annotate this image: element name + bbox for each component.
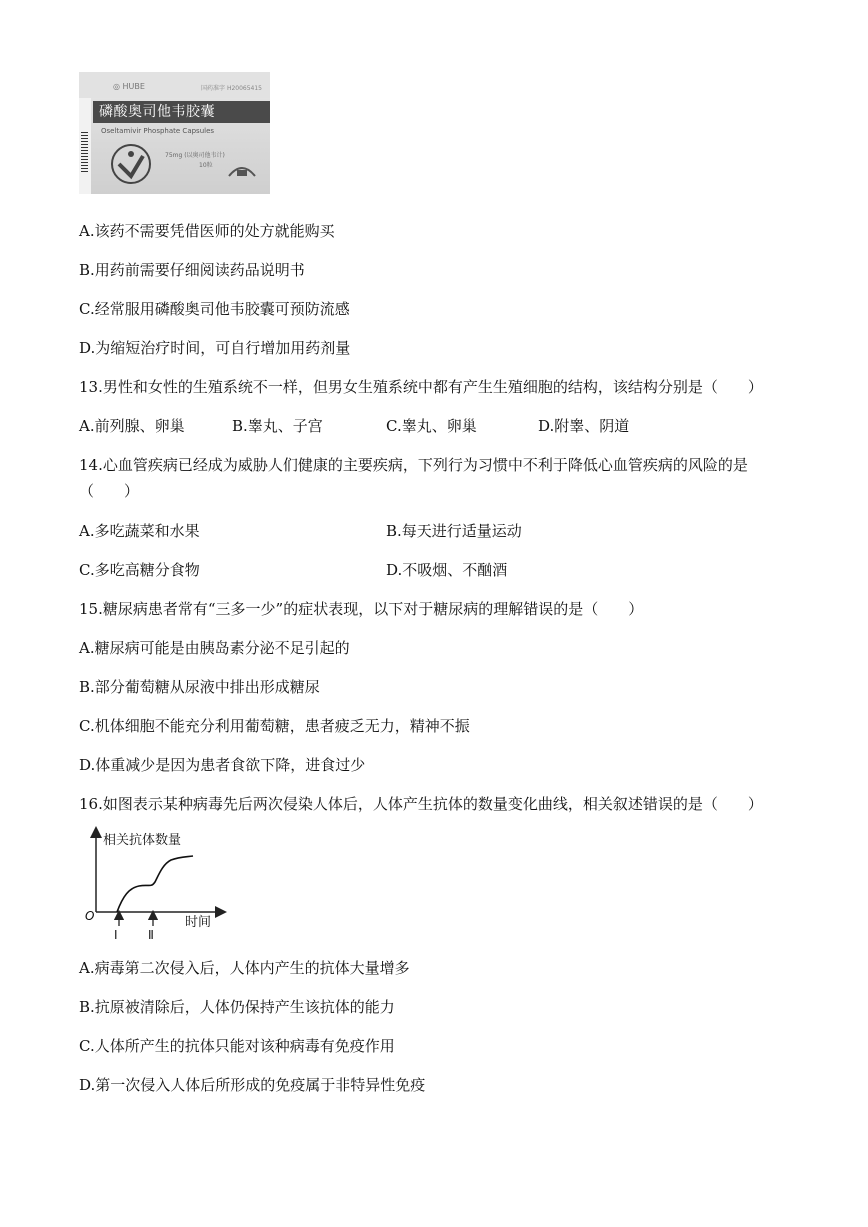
q16-option-b: B.抗原被清除后，人体仍保持产生该抗体的能力 (79, 998, 395, 1016)
antibody-curve (117, 856, 193, 912)
q16-option-d: D.第一次侵入人体后所形成的免疫属于非特异性免疫 (79, 1076, 426, 1094)
q14-option-a: A.多吃蔬菜和水果 (79, 522, 200, 540)
q15-option-b: B.部分葡萄糖从尿液中排出形成糖尿 (79, 678, 320, 696)
q12-option-b: B.用药前需要仔细阅读药品说明书 (79, 261, 305, 279)
box-english-name: Oseltamivir Phosphate Capsules (101, 127, 215, 135)
q15-option-c: C.机体细胞不能充分利用葡萄糖，患者疲乏无力，精神不振 (79, 717, 470, 735)
q12-option-d: D.为缩短治疗时间，可自行增加用药剂量 (79, 339, 351, 357)
q15-option-d: D.体重减少是因为患者食欲下降，进食过少 (79, 756, 366, 774)
q14-stem-line1: 14.心血管疾病已经成为威胁人们健康的主要疾病，下列行为习惯中不利于降低心血管疾病的风险的是 (79, 456, 748, 474)
box-brand: ◎ HUBE (113, 82, 145, 91)
q14-stem-line2: （ ） (79, 482, 140, 500)
q16-option-a: A.病毒第二次侵入后，人体内产生的抗体大量增多 (79, 959, 410, 977)
company-logo-icon (227, 158, 257, 180)
q15-stem: 15.糖尿病患者常有“三多一少”的症状表现，以下对于糖尿病的理解错误的是（ ） (79, 600, 644, 618)
q12-option-a: A.该药不需要凭借医师的处方就能购买 (79, 222, 335, 240)
y-axis-label: 相关抗体数量 (103, 833, 182, 848)
q13-option-d: D.附睾、阴道 (538, 417, 630, 435)
q16-option-c: C.人体所产生的抗体只能对该种病毒有免疫作用 (79, 1037, 395, 1055)
q13-option-c: C.睾丸、卵巢 (386, 417, 477, 435)
origin-label: O (85, 909, 95, 923)
marker-2-label: Ⅱ (148, 928, 154, 941)
box-approval-number: 国药准字 H20065415 (201, 85, 262, 92)
q14-option-d: D.不吸烟、不酗酒 (386, 561, 508, 579)
q12-option-c: C.经常服用磷酸奥司他韦胶囊可预防流感 (79, 300, 350, 318)
logo-emblem-icon (109, 142, 153, 186)
box-spec: 75mg (以奥司他韦计) (165, 152, 225, 159)
q14-option-b: B.每天进行适量运动 (386, 522, 522, 540)
box-drug-name: 磷酸奥司他韦胶囊 (93, 101, 270, 123)
q14-option-c: C.多吃高糖分食物 (79, 561, 200, 579)
marker-1-label: Ⅰ (114, 928, 118, 941)
antibody-curve-figure (79, 826, 229, 945)
q13-option-a: A.前列腺、卵巢 (79, 417, 185, 435)
x-axis-label: 时间 (185, 915, 212, 930)
q13-stem: 13.男性和女性的生殖系统不一样，但男女生殖系统中都有产生生殖细胞的结构，该结构分别是（ ） (79, 378, 763, 396)
medicine-box-photo (79, 72, 270, 194)
q13-option-b: B.睾丸、子宫 (232, 417, 323, 435)
box-count: 10粒 (199, 162, 213, 169)
q15-option-a: A.糖尿病可能是由胰岛素分泌不足引起的 (79, 639, 350, 657)
barcode-icon (81, 132, 88, 172)
q16-stem: 16.如图表示某种病毒先后两次侵染人体后，人体产生抗体的数量变化曲线，相关叙述错误的是（ ） (79, 795, 763, 813)
